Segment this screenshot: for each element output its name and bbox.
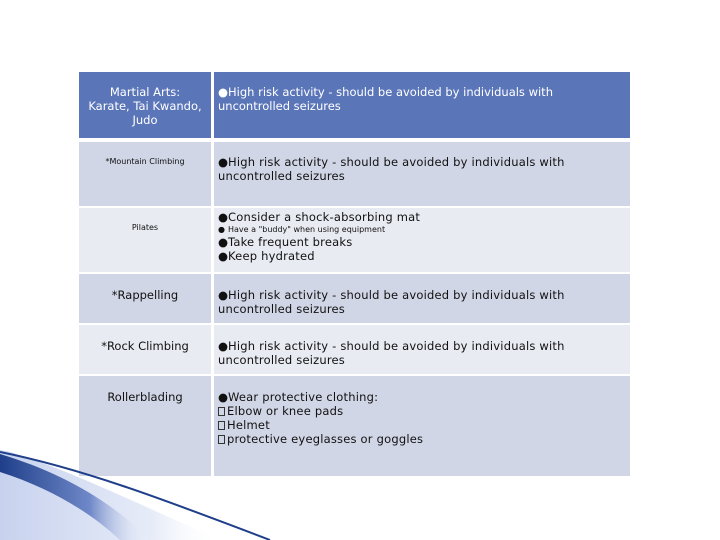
table-row: [79, 72, 630, 138]
activity-label: *Mountain Climbing: [105, 157, 185, 166]
table-row: [79, 206, 630, 272]
bullet-icon: ●: [218, 249, 229, 263]
note-text: uncontrolled seizures: [218, 99, 341, 113]
activity-label: Martial Arts:: [109, 85, 181, 99]
activity-label: Pilates: [131, 223, 159, 232]
activity-cell: [79, 72, 211, 138]
activity-label: *Rock Climbing: [101, 339, 189, 353]
sub-item: Elbow or knee pads: [218, 404, 630, 418]
bullet-icon: ●: [218, 210, 229, 224]
bullet-icon: ●: [218, 85, 229, 99]
note-text: Keep hydrated: [228, 249, 315, 263]
note-text: uncontrolled seizures: [218, 302, 345, 316]
decorative-swoosh: [0, 450, 300, 540]
note-text: uncontrolled seizures: [218, 353, 345, 367]
box-icon: [218, 435, 225, 444]
notes-cell: [214, 142, 630, 206]
bullet-icon: ●: [218, 390, 229, 404]
box-icon: [218, 407, 225, 416]
bullet-icon: ●: [218, 339, 229, 353]
activity-cell: [79, 274, 211, 323]
notes-cell: [214, 72, 630, 138]
bullet-icon: ●: [218, 155, 229, 169]
box-icon: [218, 421, 225, 430]
note-text: High risk activity - should be avoided by individuals with: [228, 155, 565, 169]
notes-cell: [214, 325, 630, 374]
table-row: [79, 323, 630, 374]
note-text: High risk activity - should be avoided by individuals with: [228, 85, 553, 99]
note-text: High risk activity - should be avoided by individuals with: [228, 288, 565, 302]
sub-item: protective eyeglasses or goggles: [218, 432, 630, 446]
activity-cell: [79, 325, 211, 374]
bullet-icon: ●: [218, 235, 229, 249]
bullet-icon: ●: [218, 288, 229, 302]
activity-cell: [79, 208, 211, 272]
table-row: [79, 140, 630, 206]
activity-label: *Rappelling: [111, 288, 179, 302]
activity-label: Karate, Tai Kwando,: [88, 99, 202, 113]
table-row: [79, 272, 630, 323]
notes-cell: [214, 208, 630, 272]
notes-cell: [214, 274, 630, 323]
note-text: Wear protective clothing:: [228, 390, 379, 404]
note-text: uncontrolled seizures: [218, 169, 345, 183]
note-text: Take frequent breaks: [228, 235, 353, 249]
bullet-icon: ●: [218, 225, 225, 234]
sub-item: Helmet: [218, 418, 630, 432]
note-text: Have a "buddy" when using equipment: [228, 225, 386, 234]
activity-label: Judo: [132, 113, 158, 127]
activity-cell: [79, 142, 211, 206]
activity-label: Rollerblading: [107, 390, 183, 404]
note-text: Consider a shock-absorbing mat: [228, 210, 421, 224]
note-text: High risk activity - should be avoided by individuals with: [228, 339, 565, 353]
